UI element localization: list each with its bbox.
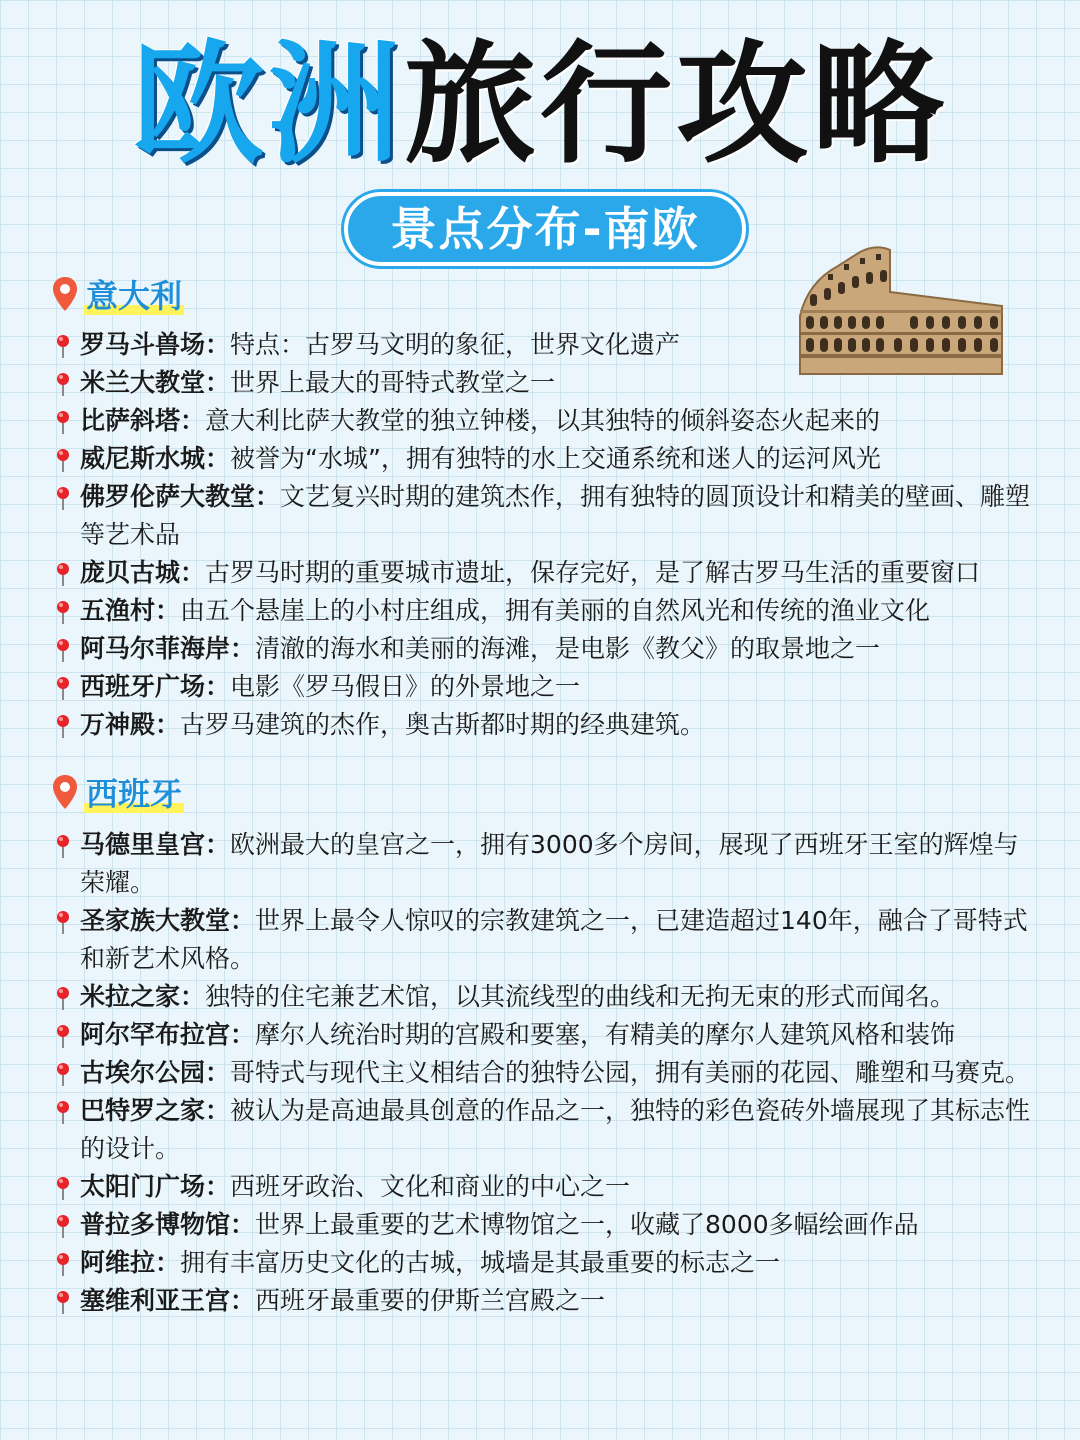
attraction-name: 太阳门广场： (80, 1172, 231, 1201)
map-pin-icon (54, 486, 72, 510)
attraction-description: 独特的住宅兼艺术馆，以其流线型的曲线和无拘无束的形式而闻名。 (205, 982, 956, 1011)
list-item (52, 1206, 1042, 1244)
list-item (52, 668, 1042, 706)
map-pin-icon (54, 1290, 72, 1314)
map-pin-icon (54, 1214, 72, 1238)
attraction-description: 世界上最令人惊叹的宗教建筑之一，已建造超过140年，融合了哥特式和新艺术风格。 (80, 906, 1028, 973)
list-item (52, 1168, 1042, 1206)
attraction-description: 欧洲最大的皇宫之一，拥有3000多个房间，展现了西班牙王室的辉煌与荣耀。 (80, 830, 1019, 897)
map-pin-icon (54, 448, 72, 472)
attraction-name: 阿维拉： (80, 1248, 181, 1277)
list-item (52, 554, 1042, 592)
attraction-description: 意大利比萨大教堂的独立钟楼，以其独特的倾斜姿态火起来的 (205, 406, 881, 435)
attraction-description: 文艺复兴时期的建筑杰作，拥有独特的圆顶设计和精美的壁画、雕塑等艺术品 (80, 482, 1031, 549)
list-item (52, 902, 1042, 978)
attraction-name: 庞贝古城： (80, 558, 206, 587)
list-item (52, 630, 1042, 668)
attraction-name: 普拉多博物馆： (80, 1210, 256, 1239)
attraction-name: 西班牙广场： (80, 672, 231, 701)
map-pin-icon (54, 410, 72, 434)
attraction-description: 古罗马时期的重要城市遗址，保存完好，是了解古罗马生活的重要窗口 (205, 558, 981, 587)
list-item (52, 1016, 1042, 1054)
list-item (52, 978, 1042, 1016)
title-part-2: 旅行攻略 (404, 28, 948, 182)
attraction-description: 世界上最重要的艺术博物馆之一，收藏了8000多幅绘画作品 (255, 1210, 919, 1239)
list-item (52, 1092, 1042, 1168)
attraction-description: 特点：古罗马文明的象征，世界文化遗产 (230, 330, 681, 359)
map-pin-icon (54, 986, 72, 1010)
attraction-list-italy (52, 326, 1042, 744)
map-pin-icon (54, 334, 72, 358)
attraction-description: 电影《罗马假日》的外景地之一 (230, 672, 581, 701)
page-title (0, 30, 1080, 180)
attraction-name: 佛罗伦萨大教堂： (80, 482, 281, 511)
subtitle-badge: 景点分布-南欧 (344, 192, 746, 266)
map-pin-icon (54, 562, 72, 586)
section-title: 意大利 (84, 271, 184, 317)
attraction-name: 阿尔罕布拉宫： (80, 1020, 256, 1049)
map-pin-icon (54, 1252, 72, 1276)
attraction-name: 罗马斗兽场： (80, 330, 231, 359)
map-pin-icon (54, 372, 72, 396)
attraction-name: 五渔村： (80, 596, 181, 625)
attraction-description: 被认为是高迪最具创意的作品之一，独特的彩色瓷砖外墙展现了其标志性的设计。 (80, 1096, 1031, 1163)
location-pin-icon (52, 276, 78, 312)
list-item (52, 826, 1042, 902)
map-pin-icon (54, 910, 72, 934)
section-title: 西班牙 (84, 769, 184, 815)
map-pin-icon (54, 834, 72, 858)
attraction-description: 摩尔人统治时期的宫殿和要塞，有精美的摩尔人建筑风格和装饰 (255, 1020, 956, 1049)
attraction-name: 马德里皇宫： (80, 830, 231, 859)
map-pin-icon (54, 676, 72, 700)
attraction-name: 圣家族大教堂： (80, 906, 256, 935)
attraction-description: 哥特式与现代主义相结合的独特公园，拥有美丽的花园、雕塑和马赛克。 (230, 1058, 1031, 1087)
attraction-name: 米兰大教堂： (80, 368, 231, 397)
list-item (52, 1054, 1042, 1092)
list-item (52, 364, 1042, 402)
attraction-description: 西班牙最重要的伊斯兰宫殿之一 (255, 1286, 606, 1315)
list-item (52, 592, 1042, 630)
map-pin-icon (54, 1024, 72, 1048)
attraction-name: 巴特罗之家： (80, 1096, 231, 1125)
section-heading-spain (52, 770, 184, 814)
attraction-description: 世界上最大的哥特式教堂之一 (230, 368, 556, 397)
list-item (52, 326, 1042, 364)
attraction-name: 威尼斯水城： (80, 444, 231, 473)
list-item (52, 1244, 1042, 1282)
attraction-description: 清澈的海水和美丽的海滩，是电影《教父》的取景地之一 (255, 634, 881, 663)
title-part-1: 欧洲 (132, 28, 404, 182)
list-item (52, 478, 1042, 554)
attraction-description: 古罗马建筑的杰作，奥古斯都时期的经典建筑。 (180, 710, 706, 739)
list-item (52, 1282, 1042, 1320)
attraction-description: 被誉为“水城”，拥有独特的水上交通系统和迷人的运河风光 (230, 444, 881, 473)
map-pin-icon (54, 1062, 72, 1086)
attraction-name: 塞维利亚王宫： (80, 1286, 256, 1315)
map-pin-icon (54, 1100, 72, 1124)
attraction-list-spain (52, 826, 1042, 1320)
attraction-description: 由五个悬崖上的小村庄组成，拥有美丽的自然风光和传统的渔业文化 (180, 596, 931, 625)
attraction-name: 米拉之家： (80, 982, 206, 1011)
attraction-name: 阿马尔菲海岸： (80, 634, 256, 663)
map-pin-icon (54, 714, 72, 738)
attraction-name: 万神殿： (80, 710, 181, 739)
attraction-description: 拥有丰富历史文化的古城，城墙是其最重要的标志之一 (180, 1248, 781, 1277)
attraction-name: 比萨斜塔： (80, 406, 206, 435)
map-pin-icon (54, 600, 72, 624)
section-heading-italy (52, 272, 184, 316)
list-item (52, 706, 1042, 744)
list-item (52, 402, 1042, 440)
map-pin-icon (54, 638, 72, 662)
map-pin-icon (54, 1176, 72, 1200)
location-pin-icon (52, 774, 78, 810)
list-item (52, 440, 1042, 478)
attraction-description: 西班牙政治、文化和商业的中心之一 (230, 1172, 631, 1201)
attraction-name: 古埃尔公园： (80, 1058, 231, 1087)
